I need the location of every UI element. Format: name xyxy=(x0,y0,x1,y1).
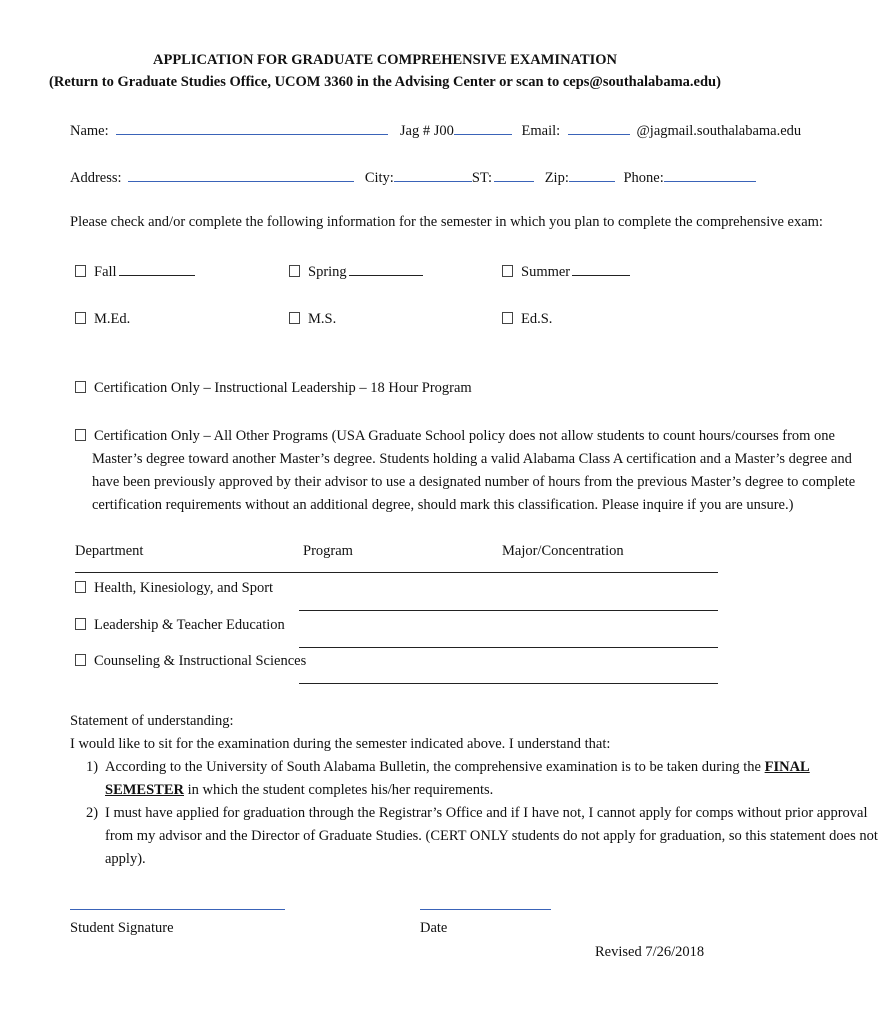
semester-emphasis: SEMESTER xyxy=(105,782,184,798)
program-line-2[interactable] xyxy=(299,647,718,648)
student-signature-label: Student Signature xyxy=(70,920,174,936)
department-option-hks[interactable]: Health, Kinesiology, and Sport xyxy=(75,580,273,597)
program-line-1[interactable] xyxy=(299,610,718,611)
degree-option-med[interactable]: M.Ed. xyxy=(75,311,130,328)
statement-item-2-line3: apply). xyxy=(105,851,146,867)
checkbox[interactable] xyxy=(502,265,513,277)
checkbox[interactable] xyxy=(75,581,86,593)
checkbox[interactable] xyxy=(75,265,86,277)
jag-label: Jag # J00 xyxy=(399,123,454,139)
checkbox[interactable] xyxy=(75,654,86,666)
jag-field[interactable] xyxy=(454,121,512,135)
st-field[interactable] xyxy=(494,168,534,182)
statement-item-2-num: 2) xyxy=(86,805,99,821)
page-title: APPLICATION FOR GRADUATE COMPREHENSIVE EXAMINATION xyxy=(152,52,618,68)
cert-other-text-4: certification requirements without an additional degree, should mark this classification. Please inquire if you are unsure.) xyxy=(92,497,794,513)
address-row xyxy=(70,168,756,187)
semester-option-fall[interactable]: Fall xyxy=(75,262,195,281)
email-label: Email: xyxy=(521,123,561,139)
date-label: Date xyxy=(420,920,448,936)
col-major: Major/Concentration xyxy=(502,543,624,559)
degree-option-eds[interactable]: Ed.S. xyxy=(502,311,552,328)
statement-item-2-line1: I must have applied for graduation through the Registrar’s Office and if I have not, I cannot apply for comps without prior approval xyxy=(105,805,868,821)
checkbox[interactable] xyxy=(75,381,86,393)
table-header-rule xyxy=(75,572,718,573)
st-label: ST: xyxy=(471,170,493,186)
program-line-3[interactable] xyxy=(299,683,718,684)
checkbox[interactable] xyxy=(75,618,86,630)
address-field[interactable] xyxy=(128,168,354,182)
email-field[interactable] xyxy=(568,121,630,135)
statement-item-1-line1: According to the University of South Alabama Bulletin, the comprehensive examination is to be taken during the FINAL xyxy=(105,759,810,775)
page-subtitle: (Return to Graduate Studies Office, UCOM 3360 in the Advising Center or scan to ceps@southalabama.edu) xyxy=(49,74,721,90)
checkbox[interactable] xyxy=(289,312,300,324)
statement-item-1-num: 1) xyxy=(86,759,99,775)
cert-other-option[interactable]: Certification Only – All Other Programs (USA Graduate School policy does not allow students to count hours/courses from one xyxy=(75,428,835,445)
final-emphasis: FINAL xyxy=(764,759,810,775)
department-option-cis[interactable]: Counseling & Instructional Sciences xyxy=(75,653,306,670)
phone-label: Phone: xyxy=(623,170,664,186)
cert-other-text-3: have been previously approved by their advisor to use a designated number of hours from the previous Master’s degree to complete xyxy=(92,474,856,490)
name-row xyxy=(70,121,801,140)
col-department: Department xyxy=(75,543,144,559)
name-field[interactable] xyxy=(116,121,388,135)
semester-option-spring[interactable]: Spring xyxy=(289,262,423,281)
zip-label: Zip: xyxy=(544,170,569,186)
statement-intro: I would like to sit for the examination during the semester indicated above. I understand that: xyxy=(70,736,611,752)
phone-field[interactable] xyxy=(664,168,756,182)
degree-option-ms[interactable]: M.S. xyxy=(289,311,336,328)
statement-item-1-line2: SEMESTER in which the student completes his/her requirements. xyxy=(105,782,494,798)
col-program: Program xyxy=(303,543,353,559)
cert-instructional-option[interactable]: Certification Only – Instructional Leadership – 18 Hour Program xyxy=(75,380,472,397)
statement-item-2-line2: from my advisor and the Director of Graduate Studies. (CERT ONLY students do not apply for graduation, so this statement does not xyxy=(105,828,878,844)
department-option-lte[interactable]: Leadership & Teacher Education xyxy=(75,617,285,634)
address-label: Address: xyxy=(70,170,122,186)
cert-other-text-2: Master’s degree toward another Master’s degree. Students holding a valid Alabama Class A certification and a Master’s degree and xyxy=(92,451,852,467)
checkbox[interactable] xyxy=(75,429,86,441)
city-field[interactable] xyxy=(394,168,472,182)
revised-date: Revised 7/26/2018 xyxy=(595,944,705,960)
city-label: City: xyxy=(364,170,394,186)
zip-field[interactable] xyxy=(569,168,615,182)
semester-option-summer[interactable]: Summer xyxy=(502,262,630,281)
student-signature-line[interactable] xyxy=(70,909,285,910)
statement-heading: Statement of understanding: xyxy=(70,713,234,729)
checkbox[interactable] xyxy=(75,312,86,324)
checkbox[interactable] xyxy=(502,312,513,324)
checkbox[interactable] xyxy=(289,265,300,277)
date-line[interactable] xyxy=(420,909,551,910)
name-label: Name: xyxy=(70,123,109,139)
email-suffix: @jagmail.southalabama.edu xyxy=(636,123,802,139)
instructions: Please check and/or complete the following information for the semester in which you plan to complete the comprehensive exam: xyxy=(70,214,823,230)
